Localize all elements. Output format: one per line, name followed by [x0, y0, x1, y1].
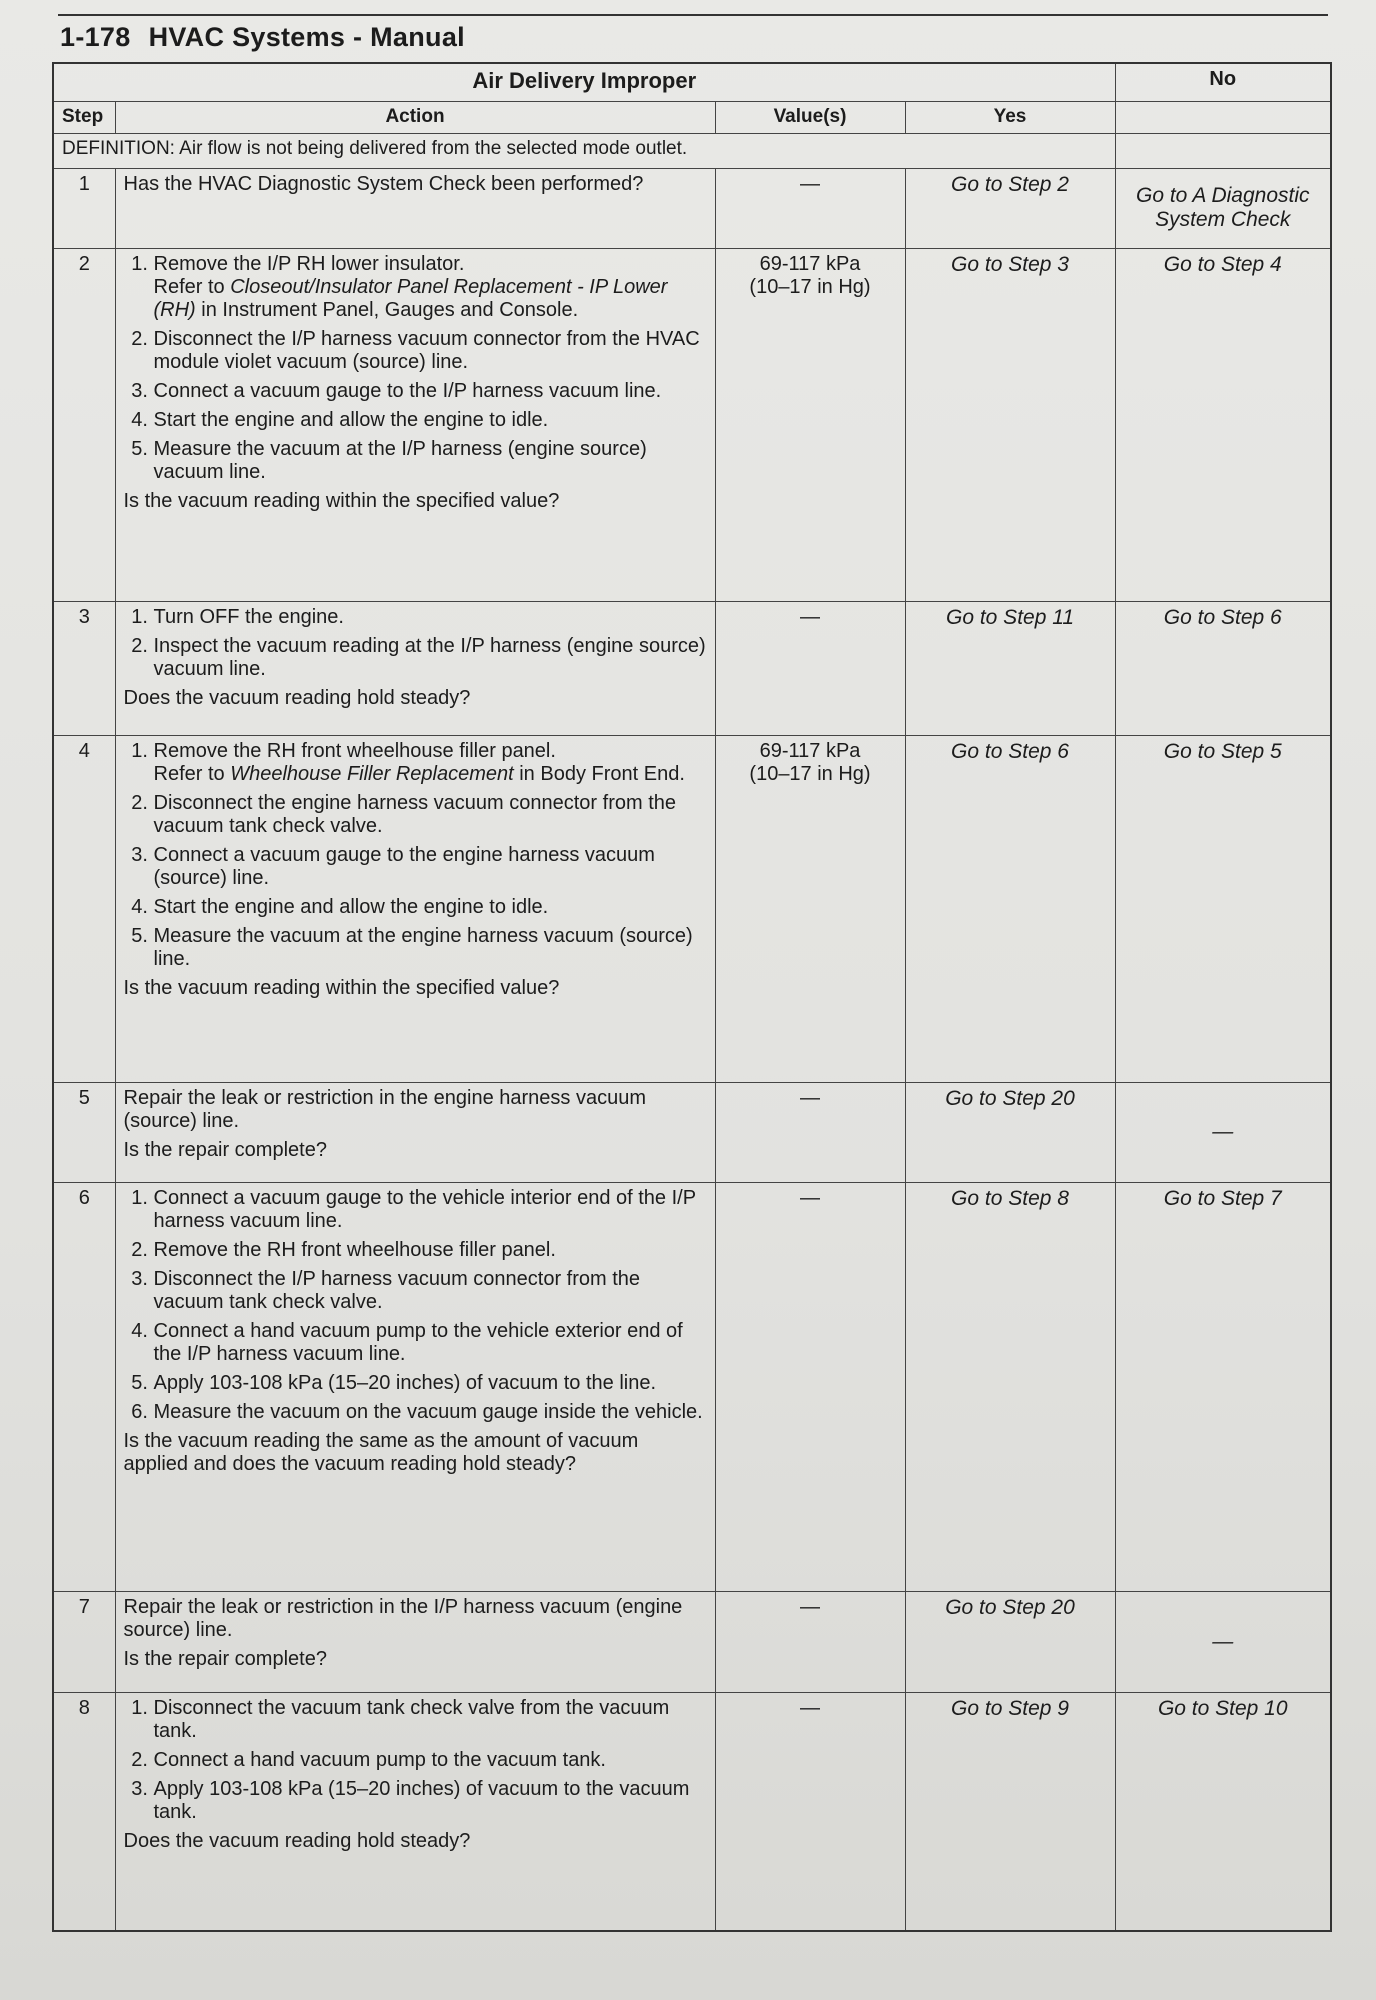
value-cell: — [715, 168, 905, 249]
yes-cell: Go to Step 20 [905, 1591, 1115, 1693]
action-list [124, 253, 707, 484]
step-question: Is the vacuum reading within the specified value? [123, 977, 560, 1000]
action-list [124, 740, 707, 971]
step-number: 1 [53, 168, 115, 249]
value-kpa: 69-117 kPa [759, 740, 861, 763]
value-cell [715, 249, 905, 601]
no-cell: — [1115, 1591, 1331, 1693]
action-item: 1. Connect a vacuum gauge to the vehicle interior end of the I/P harness vacuum line. [154, 1187, 707, 1233]
value-kpa: 69-117 kPa [759, 253, 861, 276]
header-no: No [1115, 63, 1331, 102]
action-item: 1. Disconnect the vacuum tank check valve from the vacuum tank. [154, 1697, 707, 1743]
action-item: 2. Remove the RH front wheelhouse filler panel. [154, 1239, 707, 1262]
yes-cell: Go to Step 8 [905, 1182, 1115, 1591]
header-value: Value(s) [715, 102, 905, 134]
step-number: 2 [53, 249, 115, 601]
action-item: 4. Start the engine and allow the engine to idle. [154, 409, 707, 432]
header-no-blank [1115, 102, 1331, 134]
table-row [53, 1182, 1331, 1591]
yes-cell: Go to Step 9 [905, 1693, 1115, 1931]
action-text: Repair the leak or restriction in the engine harness vacuum (source) line. [123, 1087, 646, 1133]
action-item: 2. Inspect the vacuum reading at the I/P harness (engine source) vacuum line. [154, 635, 707, 681]
action-cell [115, 1083, 715, 1182]
action-cell [115, 736, 715, 1083]
action-item: 4. Connect a hand vacuum pump to the vehicle exterior end of the I/P harness vacuum line. [154, 1320, 707, 1366]
table-row [53, 249, 1331, 601]
step-question: Does the vacuum reading hold steady? [123, 686, 471, 709]
table-row [53, 1591, 1331, 1693]
no-cell: Go to Step 7 [1115, 1182, 1331, 1591]
value-cell: — [715, 1182, 905, 1591]
value-cell: — [715, 1591, 905, 1693]
action-item: 1. Turn OFF the engine. [154, 606, 707, 629]
action-list [124, 606, 707, 681]
value-cell: — [715, 601, 905, 736]
definition-no-blank [1115, 134, 1331, 168]
header-step: Step [53, 102, 115, 134]
action-list [124, 1187, 707, 1424]
reference-note: Refer to Wheelhouse Filler Replacement in Body Front End. [153, 763, 685, 786]
action-item: 4. Start the engine and allow the engine to idle. [154, 896, 707, 919]
step-number: 4 [53, 736, 115, 1083]
action-item: 3. Disconnect the I/P harness vacuum connector from the vacuum tank check valve. [154, 1268, 707, 1314]
action-item: 1. Remove the RH front wheelhouse filler panel. Refer to Wheelhouse Filler Replacement in Body Front End. [154, 740, 707, 786]
action-item: 2. Disconnect the engine harness vacuum connector from the vacuum tank check valve. [154, 792, 707, 838]
value-inhg: (10–17 in Hg) [749, 276, 871, 299]
no-cell: Go to A Diagnostic System Check [1115, 168, 1331, 249]
action-list [124, 1697, 707, 1824]
step-number: 5 [53, 1083, 115, 1182]
table-row [53, 1083, 1331, 1182]
no-cell: Go to Step 10 [1115, 1693, 1331, 1931]
header-rule [58, 14, 1328, 16]
value-inhg: (10–17 in Hg) [749, 763, 871, 786]
action-cell [115, 1182, 715, 1591]
no-cell: — [1115, 1083, 1331, 1182]
step-number: 8 [53, 1693, 115, 1931]
page-header [60, 22, 465, 53]
table-row [53, 736, 1331, 1083]
action-item: 3. Connect a vacuum gauge to the engine harness vacuum (source) line. [154, 844, 707, 890]
action-item: 2. Disconnect the I/P harness vacuum connector from the HVAC module violet vacuum (source) line. [154, 328, 707, 374]
page-title: HVAC Systems - Manual [148, 22, 465, 52]
step-number: 3 [53, 601, 115, 736]
action-text: Repair the leak or restriction in the I/P harness vacuum (engine source) line. [123, 1595, 683, 1641]
action-item: 1. Remove the I/P RH lower insulator. Refer to Closeout/Insulator Panel Replacement - IP Lower (RH) in Instrument Panel, Gauges and Console. [154, 253, 707, 322]
table-row [53, 601, 1331, 736]
no-cell: Go to Step 4 [1115, 249, 1331, 601]
step-question: Is the repair complete? [123, 1139, 327, 1162]
header-yes: Yes [905, 102, 1115, 134]
no-cell: Go to Step 5 [1115, 736, 1331, 1083]
action-cell [115, 1693, 715, 1931]
action-cell [115, 249, 715, 601]
reference-note: Refer to Closeout/Insulator Panel Replacement - IP Lower (RH) in Instrument Panel, Gauges and Console. [153, 276, 668, 322]
yes-cell: Go to Step 3 [905, 249, 1115, 601]
action-item: 3. Connect a vacuum gauge to the I/P harness vacuum line. [154, 380, 707, 403]
page-number: 1-178 [60, 22, 131, 52]
value-cell [715, 736, 905, 1083]
yes-cell: Go to Step 2 [905, 168, 1115, 249]
definition: DEFINITION: Air flow is not being delivered from the selected mode outlet. [53, 134, 1115, 168]
yes-cell: Go to Step 11 [905, 601, 1115, 736]
table-title: Air Delivery Improper [53, 63, 1115, 102]
action-cell [115, 601, 715, 736]
step-question: Has the HVAC Diagnostic System Check been performed? [123, 172, 644, 195]
action-item: 2. Connect a hand vacuum pump to the vacuum tank. [154, 1749, 707, 1772]
action-item: 5. Measure the vacuum at the I/P harness (engine source) vacuum line. [154, 438, 707, 484]
diagnostic-table [52, 62, 1332, 1932]
step-question: Is the repair complete? [123, 1647, 327, 1670]
yes-cell: Go to Step 20 [905, 1083, 1115, 1182]
action-item: 6. Measure the vacuum on the vacuum gauge inside the vehicle. [154, 1401, 707, 1424]
action-item: 3. Apply 103-108 kPa (15–20 inches) of vacuum to the vacuum tank. [154, 1778, 707, 1824]
yes-cell: Go to Step 6 [905, 736, 1115, 1083]
table-row [53, 168, 1331, 249]
action-item: 5. Measure the vacuum at the engine harness vacuum (source) line. [154, 925, 707, 971]
step-question: Is the vacuum reading within the specified value? [123, 490, 560, 513]
header-action: Action [115, 102, 715, 134]
action-cell [115, 168, 715, 249]
step-question: Is the vacuum reading the same as the amount of vacuum applied and does the vacuum reading hold steady? [123, 1429, 639, 1475]
table-row [53, 1693, 1331, 1931]
action-item: 5. Apply 103-108 kPa (15–20 inches) of vacuum to the line. [154, 1372, 707, 1395]
step-number: 7 [53, 1591, 115, 1693]
no-cell: Go to Step 6 [1115, 601, 1331, 736]
value-cell: — [715, 1083, 905, 1182]
step-number: 6 [53, 1182, 115, 1591]
action-cell [115, 1591, 715, 1693]
step-question: Does the vacuum reading hold steady? [123, 1830, 471, 1853]
value-cell: — [715, 1693, 905, 1931]
